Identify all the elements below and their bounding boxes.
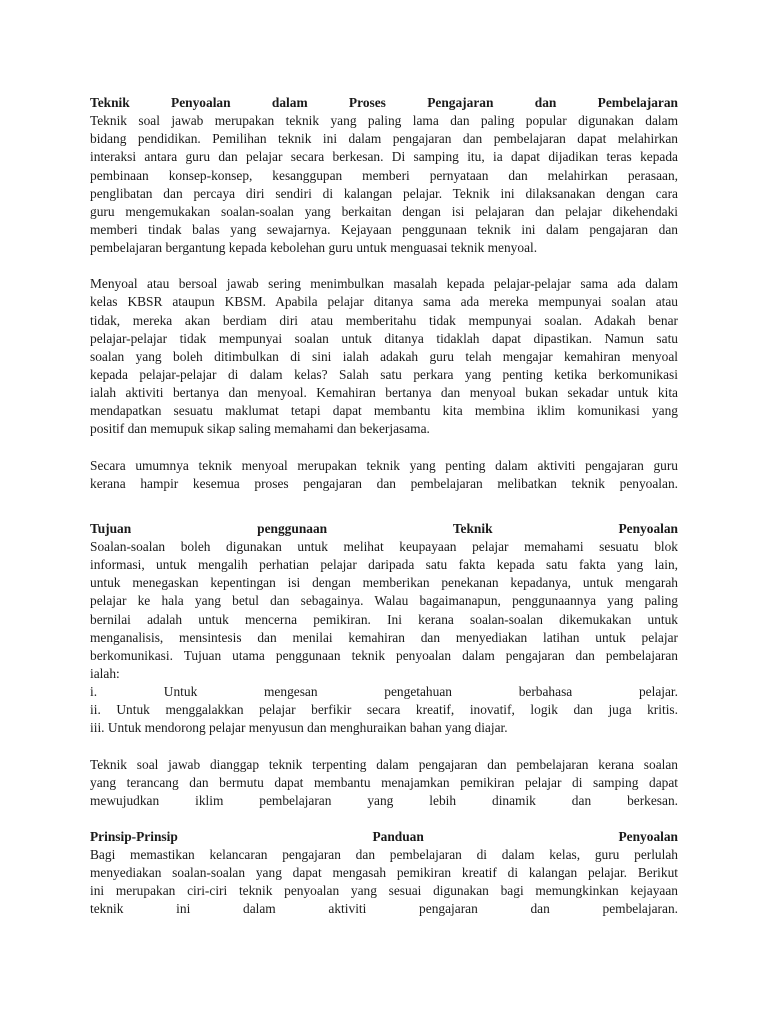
- text-line: memberi tindak balas yang sewajarnya. Kejayaan penggunaan teknik ini dalam pengajaran dan: [90, 221, 678, 237]
- text-line: Secara umumnya teknik menyoal merupakan teknik yang penting dalam aktiviti pengajaran guru: [90, 457, 678, 473]
- text-line: ini merupakan ciri-ciri teknik penyoalan yang sesuai digunakan bagi memungkinkan kejayaan: [90, 883, 678, 899]
- text-line: ialah:: [90, 665, 120, 681]
- text-line: positif dan memupuk sikap saling memahami dan bekerjasama.: [90, 421, 430, 437]
- section-heading: Tujuan penggunaan Teknik Penyoalan: [90, 520, 678, 536]
- section-heading: Prinsip-Prinsip Panduan Penyoalan: [90, 828, 678, 844]
- text-line: teknik ini dalam aktiviti pengajaran dan pembelajaran.: [90, 901, 678, 917]
- text-line: yang terancang dan bermutu dapat membantu menajamkan pemikiran pelajar di samping dapat: [90, 774, 678, 790]
- text-line: informasi, untuk mengalih perhatian pelajar daripada satu fakta kepada satu fakta yang lain,: [90, 557, 678, 573]
- paragraph: [90, 112, 678, 257]
- text-line: mewujudkan iklim pembelajaran yang lebih dinamik dan berkesan.: [90, 792, 678, 808]
- text-line: soalan yang boleh ditimbulkan di sini ialah adakah guru telah mengajar kemahiran menyoal: [90, 348, 678, 364]
- text-line: Bagi memastikan kelancaran pengajaran dan pembelajaran di dalam kelas, guru perlulah: [90, 847, 678, 863]
- text-line: penglibatan dan percaya diri sendiri di kalangan pelajar. Teknik ini dilaksanakan dengan cara: [90, 185, 678, 201]
- text-line: Soalan-soalan boleh digunakan untuk melihat keupayaan pelajar memahami sesuatu blok: [90, 538, 678, 554]
- section-heading: Teknik Penyoalan dalam Proses Pengajaran dan Pembelajaran: [90, 95, 678, 110]
- text-line: mendapatkan sesuatu maklumat tetapi dapat membantu kita membina iklim komunikasi yang: [90, 403, 678, 419]
- text-line: Menyoal atau bersoal jawab sering menimbulkan masalah kepada pelajar-pelajar sama ada dalam: [90, 276, 678, 292]
- section-tujuan-penggunaan: [90, 520, 678, 810]
- text-line: pelajar ke hala yang betul dan sebagainya. Walau bagaimanapun, penggunaannya yang paling: [90, 593, 678, 609]
- text-line: kerana hampir kesemua proses pengajaran dan pembelajaran melibatkan teknik penyoalan.: [90, 475, 678, 491]
- section-teknik-penyoalan: [90, 94, 678, 493]
- text-line: untuk menegaskan kepentingan isi dengan memberikan penekanan kepadanya, untuk mengarah: [90, 575, 678, 591]
- text-line: berkomunikasi. Tujuan utama penggunaan teknik penyoalan dalam pengajaran dan pembelajaran: [90, 647, 678, 663]
- text-line: menganalisis, mensintesis dan menilai kemahiran dan menyediakan latihan untuk pelajar: [90, 629, 678, 645]
- text-line: menyediakan soalan-soalan yang dapat mengasah pemikiran kreatif di kalangan pelajar. Berikut: [90, 865, 678, 881]
- paragraph: [90, 846, 678, 919]
- paragraph: [90, 756, 678, 810]
- section-prinsip-panduan: [90, 828, 678, 919]
- text-line: bidang pendidikan. Pemilihan teknik ini dalam pengajaran dan pembelajaran dapat melahirkan: [90, 131, 678, 147]
- text-line: Teknik soal jawab dianggap teknik terpenting dalam pengajaran dan pembelajaran kerana soalan: [90, 756, 678, 772]
- paragraph: [90, 538, 678, 738]
- text-line: pelajar-pelajar tidak mempunyai soalan untuk ditanya tidaklah dapat dipastikan. Namun satu: [90, 330, 678, 346]
- list-item: ii. Untuk menggalakkan pelajar berfikir secara kreatif, inovatif, logik dan juga kritis.: [90, 702, 678, 718]
- text-line: ialah aktiviti bertanya dan menyoal. Kemahiran bertanya dan menyoal bukan sekadar untuk kita: [90, 385, 678, 401]
- text-line: interaksi antara guru dan pelajar secara berkesan. Di samping itu, ia dapat dijadikan teras kepada: [90, 149, 678, 165]
- text-line: Teknik soal jawab merupakan teknik yang paling lama dan paling popular digunakan dalam: [90, 113, 678, 129]
- text-line: kelas KBSR ataupun KBSM. Apabila pelajar ditanya sama ada mereka mempunyai soalan atau: [90, 294, 678, 310]
- text-line: pembinaan konsep-konsep, kesanggupan memberi pernyataan dan melahirkan perasaan,: [90, 167, 678, 183]
- text-line: pembelajaran bergantung kepada kebolehan guru untuk menguasai teknik menyoal.: [90, 240, 538, 256]
- text-line: guru mengemukakan soalan-soalan yang berkaitan dengan isi pelajaran dan pelajar dikehendaki: [90, 203, 678, 219]
- list-item: i. Untuk mengesan pengetahuan berbahasa pelajar.: [90, 684, 678, 700]
- text-line: kepada pelajar-pelajar di dalam kelas? Salah satu perkara yang penting ketika berkomunikasi: [90, 366, 678, 382]
- list-item: iii. Untuk mendorong pelajar menyusun dan menghuraikan bahan yang diajar.: [90, 720, 508, 736]
- paragraph: [90, 457, 678, 493]
- paragraph: [90, 275, 678, 438]
- text-line: tidak, mereka akan berdiam diri atau memberitahu tidak mempunyai soalan. Adakah benar: [90, 312, 678, 328]
- text-line: bernilai adalah untuk mencerna pemikiran. Ini kerana soalan-soalan dikemukakan untuk: [90, 611, 678, 627]
